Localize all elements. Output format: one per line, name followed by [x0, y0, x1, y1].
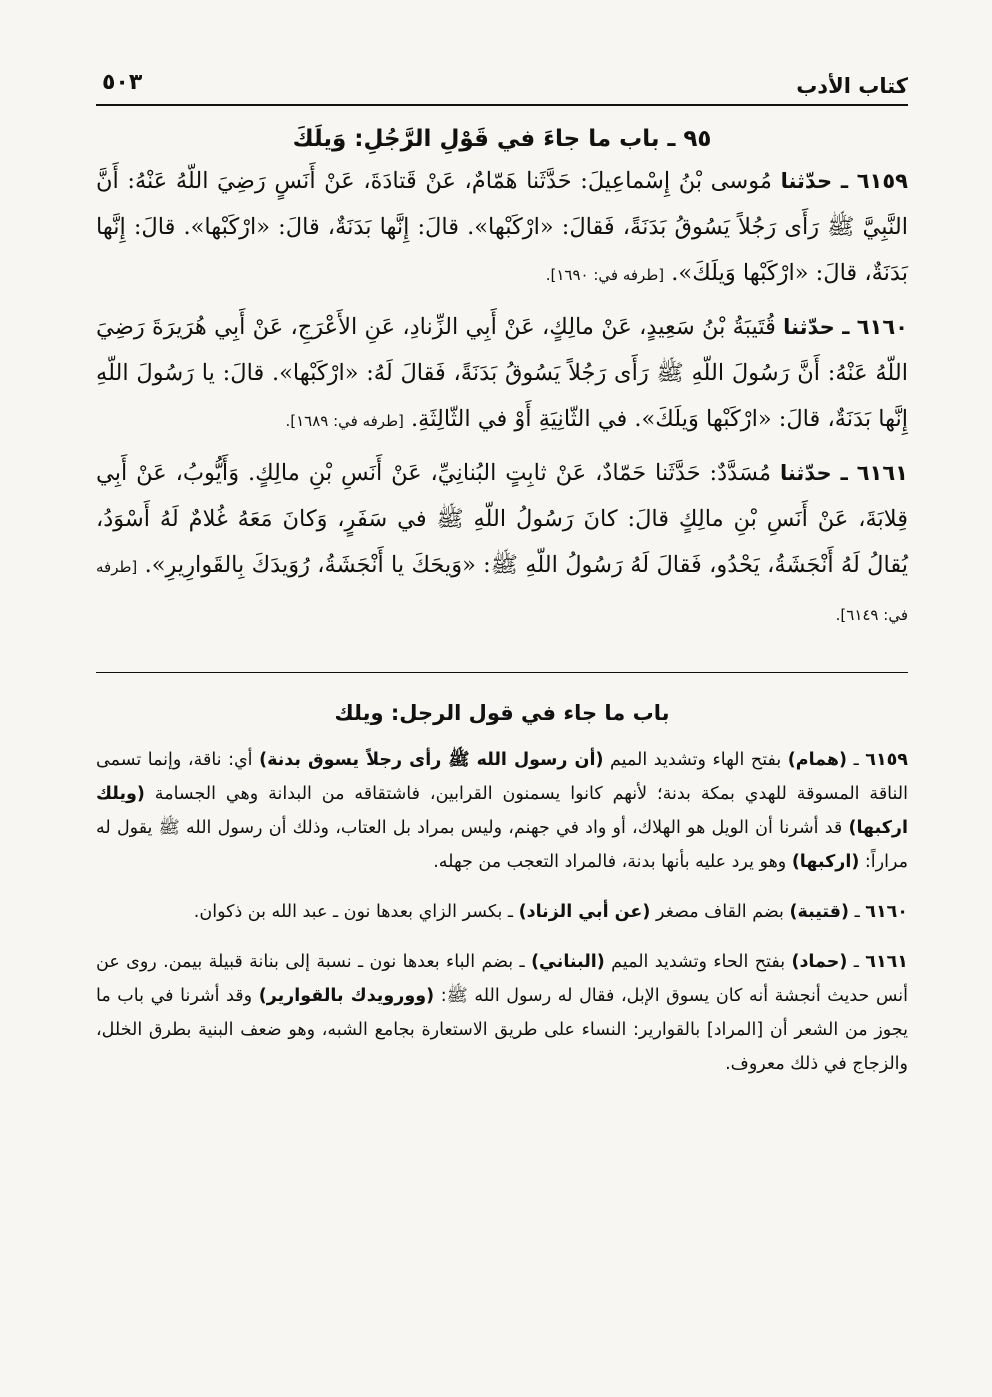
commentary-keyword: (وورويدك بالقوارير) — [258, 986, 435, 1006]
commentary-keyword: (ويلك اركبها) — [96, 784, 908, 838]
hadith-lead: ـ حدّثنا — [779, 461, 848, 485]
hadith-6159 — [96, 158, 908, 298]
commentary-6159 — [96, 743, 908, 879]
cross-reference: [طرفه في: ١٦٩٠]. — [545, 266, 665, 284]
cross-reference: [طرفه في: ١٦٨٩]. — [285, 412, 404, 430]
commentary-text: وهو يرد عليه بأنها بدنة، فالمراد التعجب من جهله. — [433, 852, 792, 872]
commentary-text: ـ بضم الباء بعدها نون ـ نسبة إلى بنانة قبيلة بيمن. روى عن أنس حديث أنجشة أنه كان يسوق الإبل، فقال له رسول الله ﷺ: — [96, 952, 908, 1006]
commentary-text: ـ — [847, 750, 866, 770]
cross-reference: [طرفه في: ٦١٤٩]. — [96, 558, 908, 624]
hadith-number: ٦١٦١ — [856, 461, 908, 485]
page-number: ٥٠٣ — [102, 70, 143, 95]
commentary-keyword: (همام) — [787, 750, 848, 770]
hadith-text: مُوسى بْنُ إِسْماعِيلَ: حَدَّثَنا هَمّامٌ، عَنْ قَتادَةَ، عَنْ أَنَسٍ رَضِيَ اللّهُ عَنْهُ: أَنَّ النَّبِيَّ ﷺ رَأَى رَجُلاً يَسُوقُ بَدَنَةً، فَقالَ: «ارْكَبْها». قالَ: إِنَّها بَدَنَةٌ، قالَ: «ارْكَبْها». قالَ: إِنَّها بَدَنَةٌ، قالَ: «ارْكَبْها وَيلَكَ». — [96, 168, 908, 286]
commentary-keyword: (اركبها) — [791, 852, 860, 872]
book-page — [96, 58, 908, 1097]
hadith-6161 — [96, 450, 908, 638]
commentary-text: قد أشرنا أن الويل هو الهلاك، أو واد في جهنم، وليس بمراد بل العتاب، وذلك أن رسول الله ﷺ يقول له مراراً: — [96, 818, 908, 872]
running-title: كتاب الأدب — [796, 74, 908, 98]
commentary-number: ٦١٦٠ — [865, 902, 908, 922]
commentary-divider — [96, 672, 908, 673]
commentary-heading: باب ما جاء في قول الرجل: ويلك — [334, 701, 670, 725]
commentary-text: بضم القاف مصغر — [650, 902, 790, 922]
hadith-text: قُتَيبَةُ بْنُ سَعِيدٍ، عَنْ مالِكٍ، عَنْ أَبِي الزِّنادِ، عَنِ الأَعْرَجِ، عَنْ أَبِي هُرَيرَةَ رَضِيَ اللّهُ عَنْهُ: أَنَّ رَسُولَ اللّهِ ﷺ رَأَى رَجُلاً يَسُوقُ بَدَنَةً، فَقالَ لَهُ: «ارْكَبْها». قالَ: يا رَسُولَ اللّهِ إِنَّها بَدَنَةٌ، قالَ: «ارْكَبْها وَيلَكَ». في الثّانِيَةِ أَوْ في الثّالِثَةِ. — [96, 314, 908, 432]
commentary-text: بفتح الهاء وتشديد الميم — [603, 750, 788, 770]
hadith-number: ٦١٥٩ — [856, 169, 908, 193]
commentary-number: ٦١٥٩ — [865, 750, 908, 770]
commentary-text: وقد أشرنا في باب ما يجوز من الشعر أن [المراد] بالقوارير: النساء على طريق الاستعارة بجامع الشبه، وهو ضعف البنية بطرق الخلل، والزجاج في ذلك معروف. — [96, 986, 908, 1074]
commentary-text: ـ — [847, 952, 866, 972]
commentary-text: بفتح الحاء وتشديد الميم — [604, 952, 792, 972]
commentary-6160 — [96, 895, 908, 929]
commentary-text: ـ — [849, 902, 866, 922]
commentary-text: أي: ناقة، وإنما تسمى الناقة المسوقة للهدي بمكة بدنة؛ لأنهم كانوا يسمنون القرابين، فاشتقاقه من البدانة وهي الجسامة — [96, 750, 908, 804]
commentary-text: ـ بكسر الزاي بعدها نون ـ عبد الله بن ذكوان. — [193, 902, 519, 922]
commentary-number: ٦١٦١ — [865, 952, 908, 972]
running-header — [96, 58, 908, 106]
commentary-6161 — [96, 945, 908, 1081]
commentary-keyword: (أن رسول الله ﷺ رأى رجلاً يسوق بدنة) — [259, 750, 604, 770]
hadith-6160 — [96, 304, 908, 444]
chapter-heading: ٩٥ ـ باب ما جاءَ في قَوْلِ الرَّجُلِ: وَيلَكَ — [292, 126, 712, 152]
hadith-lead: ـ حدّثنا — [780, 169, 849, 193]
hadith-number: ٦١٦٠ — [856, 315, 909, 339]
commentary-keyword: (قتيبة) — [789, 902, 849, 922]
hadith-text: مُسَدَّدٌ: حَدَّثَنا حَمّادٌ، عَنْ ثابِتٍ البُنانِيِّ، عَنْ أَنَسِ بْنِ مالِكٍ. وَأَيُّوبُ، عَنْ أَبِي قِلابَةَ، عَنْ أَنَسِ بْنِ مالِكٍ قالَ: كانَ رَسُولُ اللّهِ ﷺ في سَفَرٍ، وَكانَ مَعَهُ غُلامٌ لَهُ أَسْوَدُ، يُقالُ لَهُ أَنْجَشَةُ، يَحْدُو، فَقالَ لَهُ رَسُولُ اللّهِ ﷺ: «وَيحَكَ يا أَنْجَشَةُ، رُوَيدَكَ بِالقَوارِيرِ». — [96, 460, 908, 578]
commentary-keyword: (عن أبي الزناد) — [518, 902, 651, 922]
hadith-lead: ـ حدّثنا — [783, 315, 850, 339]
commentary-keyword: (حماد) — [791, 952, 848, 972]
commentary-keyword: (البناني) — [531, 952, 605, 972]
